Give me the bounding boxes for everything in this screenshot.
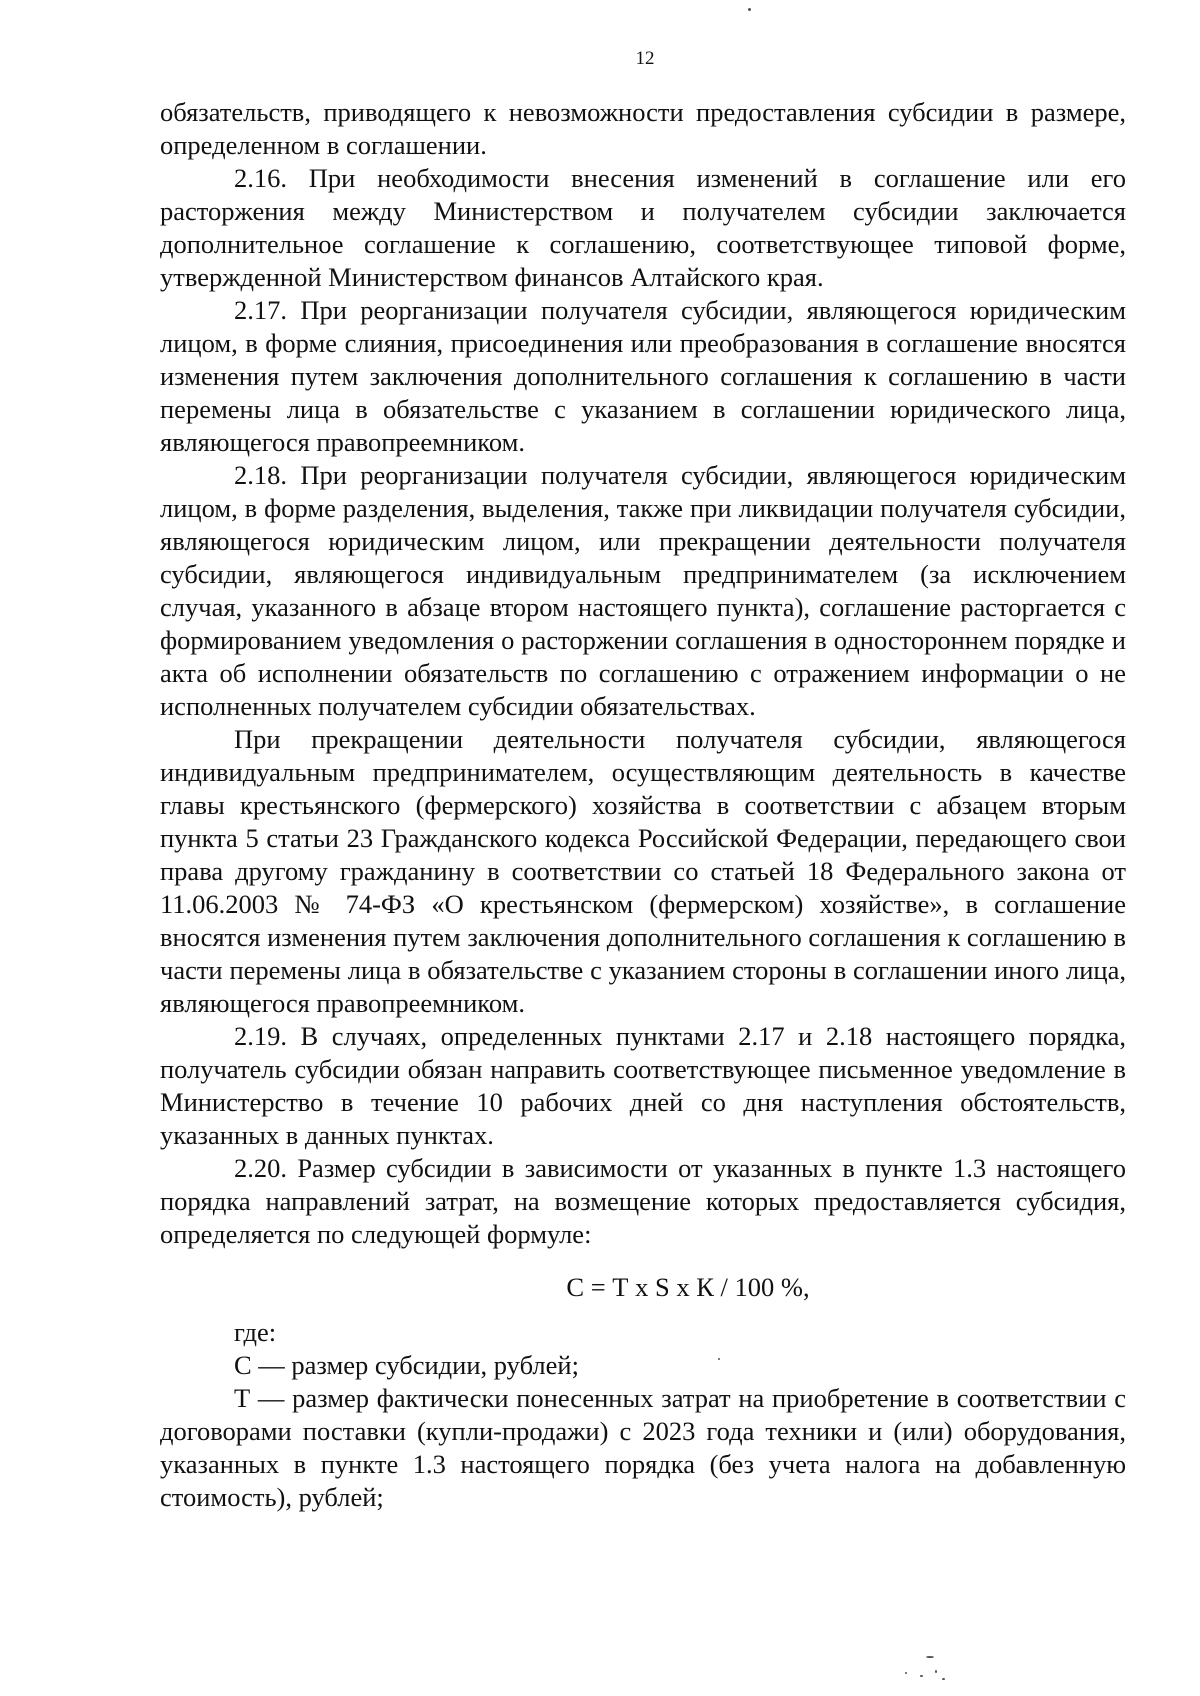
- paragraph-2-18-abzac-2: При прекращении деятельности получателя субсидии, являющегося индивидуальным предпринимателем, осуществляющим деятельность в качестве главы крестьянского (фермерского) хозяйства в соответствии с абзацем вторым пункта 5 статьи 23 Гражданского кодекса Российской Федерации, передающего свои права другому гражданину в соответствии со статьей 18 Федерального закона от 11.06.2003 № 74-ФЗ «О крестьянском (фермерском) хозяйстве», в соглашение вносятся изменения путем заключения дополнительного соглашения к соглашению в части перемены лица в обязательстве с указанием стороны в соглашении иного лица, являющегося правопреемником.: [160, 724, 1126, 1018]
- definition-c: С — размер субсидии, рублей;: [234, 1350, 579, 1380]
- page-number: 12: [635, 48, 655, 69]
- scan-speck: [920, 1675, 923, 1677]
- scan-speck: [718, 1358, 720, 1360]
- definition-t: Т — размер фактически понесенных затрат на приобретение в соответствии с договорами поставки (купли-продажи) с 2023 года техники и (или) оборудования, указанных в пункте 1.3 настоящего порядка (без учета налога на добавленную стоимость), рублей;: [160, 1383, 1126, 1512]
- paragraph-2-20: 2.20. Размер субсидии в зависимости от указанных в пункте 1.3 настоящего порядка направлений затрат, на возмещение которых предоставляется субсидия, определяется по следующей формуле:: [160, 1153, 1126, 1249]
- paragraph-2-16: 2.16. При необходимости внесения изменений в соглашение или его расторжения между Министерством и получателем субсидии заключается дополнительное соглашение к соглашению, соответствующее типовой форме, утвержденной Министерством финансов Алтайского края.: [160, 163, 1126, 292]
- scan-speck: [935, 1670, 937, 1673]
- document-body: [160, 96, 1126, 1514]
- paragraph-2-19: 2.19. В случаях, определенных пунктами 2.17 и 2.18 настоящего порядка, получатель субсидии обязан направить соответствующее письменное уведомление в Министерство в течение 10 рабочих дней со дня наступления обстоятельств, указанных в данных пунктах.: [160, 1021, 1126, 1150]
- subsidy-formula: С = Т х S х К / 100 %,: [566, 1272, 810, 1302]
- definitions-where: где:: [234, 1317, 277, 1347]
- scan-speck: [942, 1678, 945, 1680]
- paragraph-continuation: обязательств, приводящего к невозможности предоставления субсидии в размере, определенном в соглашении.: [160, 97, 1126, 160]
- paragraph-2-17: 2.17. При реорганизации получателя субсидии, являющегося юридическим лицом, в форме слияния, присоединения или преобразования в соглашение вносятся изменения путем заключения дополнительного соглашения к соглашению в части перемены лица в обязательстве с указанием в соглашении юридического лица, являющегося правопреемником.: [160, 295, 1126, 457]
- paragraph-2-18: 2.18. При реорганизации получателя субсидии, являющегося юридическим лицом, в форме разделения, выделения, также при ликвидации получателя субсидии, являющегося юридическим лицом, или прекращении деятельности получателя субсидии, являющегося индивидуальным предпринимателем (за исключением случая, указанного в абзаце втором настоящего пункта), соглашение расторгается с формированием уведомления о расторжении соглашения в одностороннем порядке и акта об исполнении обязательств по соглашению с отражением информации о не исполненных получателем субсидии обязательствах.: [160, 460, 1126, 721]
- scan-speck: [905, 1672, 907, 1674]
- scan-speck: [926, 1656, 934, 1658]
- scan-speck: [748, 8, 751, 11]
